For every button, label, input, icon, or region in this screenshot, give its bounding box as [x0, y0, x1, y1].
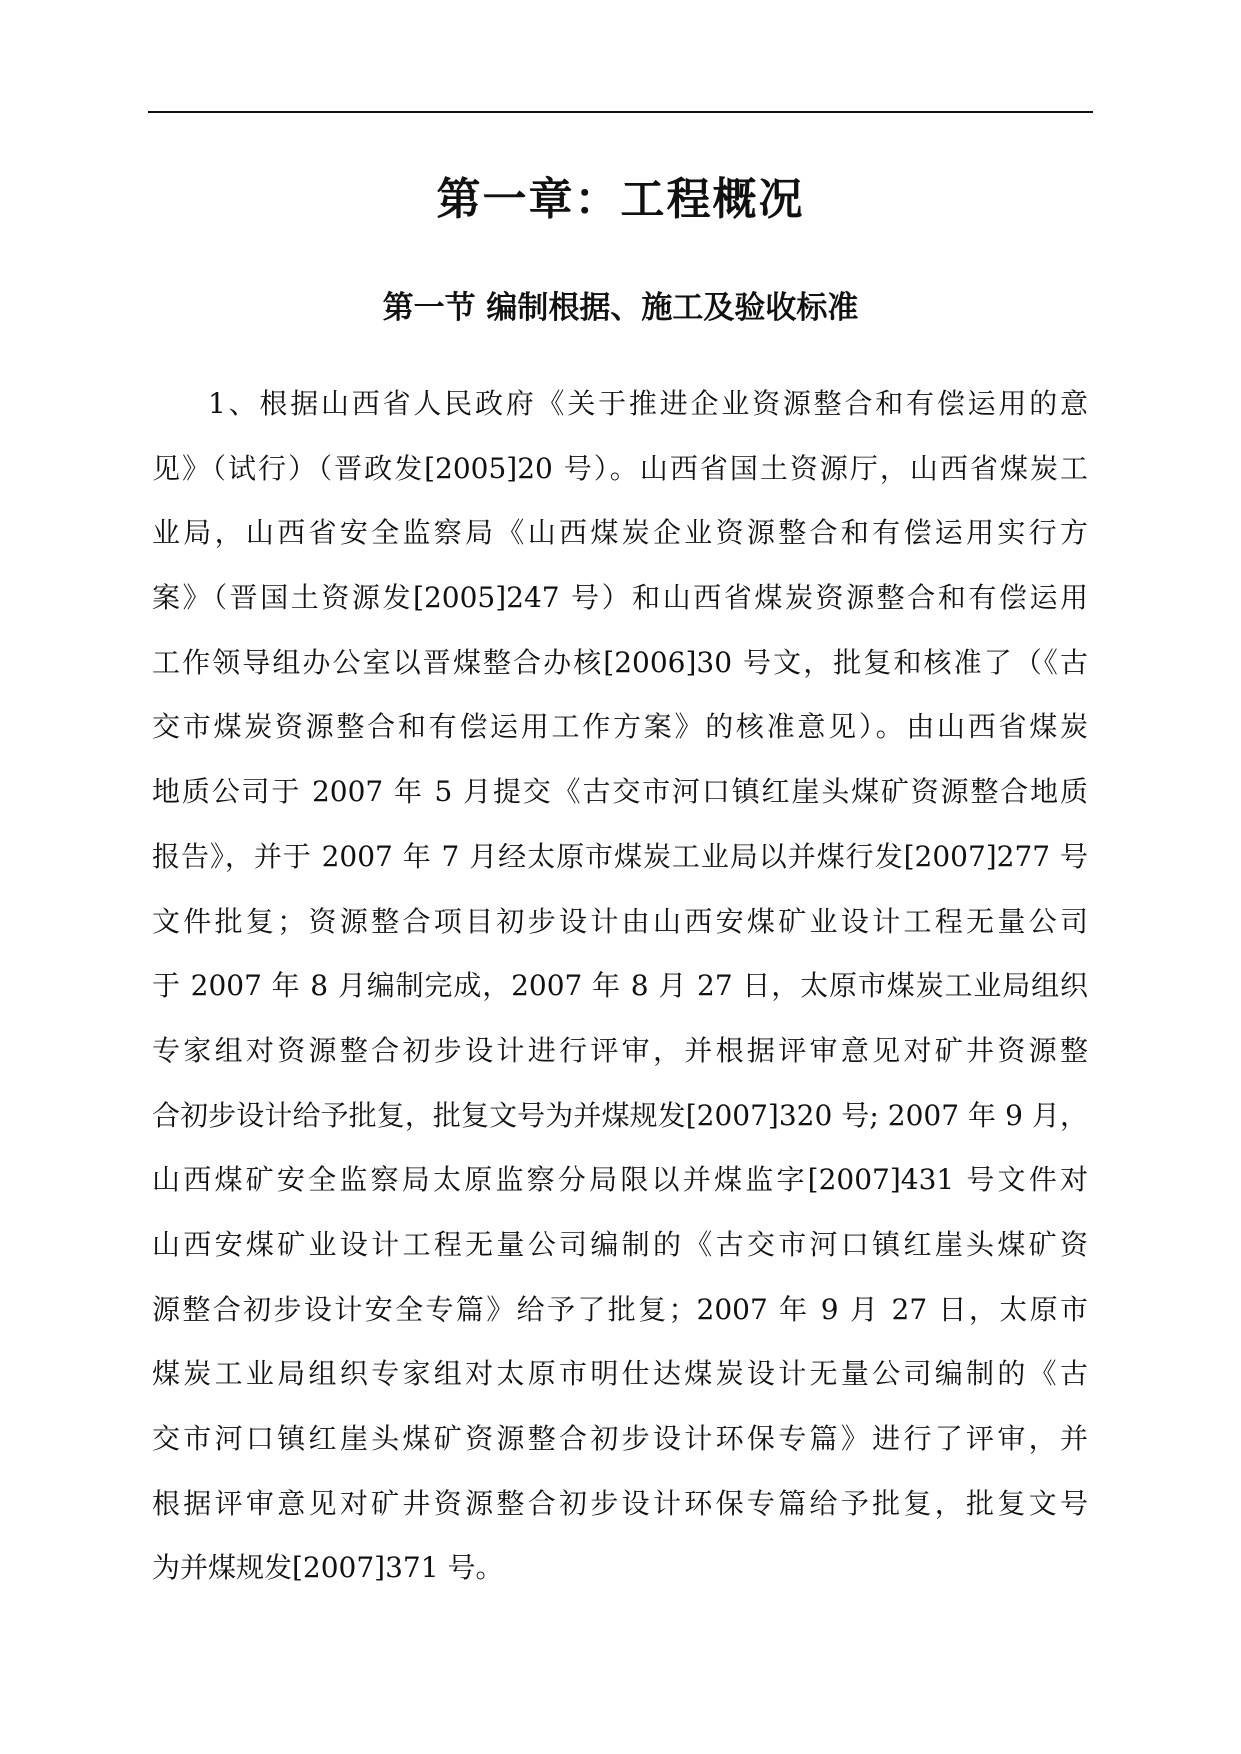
paragraph-line: 专家组对资源整合初步设计进行评审，并根据评审意见对矿井资源整 — [152, 1033, 1088, 1067]
paragraph-line: 煤炭工业局组织专家组对太原市明仕达煤炭设计无量公司编制的《古 — [152, 1357, 1088, 1391]
paragraph-line: 于 2007 年 8 月编制完成，2007 年 8 月 27 日，太原市煤炭工业局组织 — [152, 969, 1088, 1003]
paragraph-line: 1、根据山西省人民政府《关于推进企业资源整合和有偿运用的意 — [208, 387, 1088, 420]
paragraph-line: 合初步设计给予批复，批复文号为并煤规发[2007]320 号; 2007 年 9 月， — [152, 1098, 1088, 1132]
paragraph-line: 为并煤规发[2007]371 号。 — [152, 1551, 504, 1585]
paragraph-line: 业局，山西省安全监察局《山西煤炭企业资源整合和有偿运用实行方 — [152, 516, 1088, 550]
paragraph-line: 交市煤炭资源整合和有偿运用工作方案》的核准意见）。由山西省煤炭 — [152, 710, 1088, 744]
body-paragraph — [152, 372, 1088, 1601]
paragraph-line: 报告》，并于 2007 年 7 月经太原市煤炭工业局以并煤行发[2007]277 号 — [152, 839, 1088, 873]
section-title: 第一节 编制根据、施工及验收标准 — [382, 290, 859, 326]
paragraph-line: 交市河口镇红崖头煤矿资源整合初步设计环保专篇》进行了评审，并 — [152, 1422, 1088, 1455]
chapter-title: 第一章：工程概况 — [436, 174, 805, 225]
paragraph-line: 案》（晋国土资源发[2005]247 号）和山西省煤炭资源整合和有偿运用 — [152, 581, 1088, 615]
paragraph-line: 山西安煤矿业设计工程无量公司编制的《古交市河口镇红崖头煤矿资 — [152, 1227, 1088, 1261]
paragraph-line: 见》（试行）（晋政发[2005]20 号）。山西省国土资源厅，山西省煤炭工 — [152, 451, 1088, 485]
paragraph-line: 山西煤矿安全监察局太原监察分局限以并煤监字[2007]431 号文件对 — [152, 1163, 1088, 1197]
paragraph-line: 根据评审意见对矿井资源整合初步设计环保专篇给予批复，批复文号 — [152, 1486, 1088, 1520]
paragraph-line: 地质公司于 2007 年 5 月提交《古交市河口镇红崖头煤矿资源整合地质 — [152, 775, 1088, 809]
paragraph-line: 工作领导组办公室以晋煤整合办核[2006]30 号文，批复和核准了（《古 — [152, 645, 1088, 679]
paragraph-line: 文件批复；资源整合项目初步设计由山西安煤矿业设计工程无量公司 — [152, 904, 1088, 938]
header-rule — [148, 111, 1093, 113]
paragraph-line: 源整合初步设计安全专篇》给予了批复；2007 年 9 月 27 日，太原市 — [152, 1292, 1088, 1326]
